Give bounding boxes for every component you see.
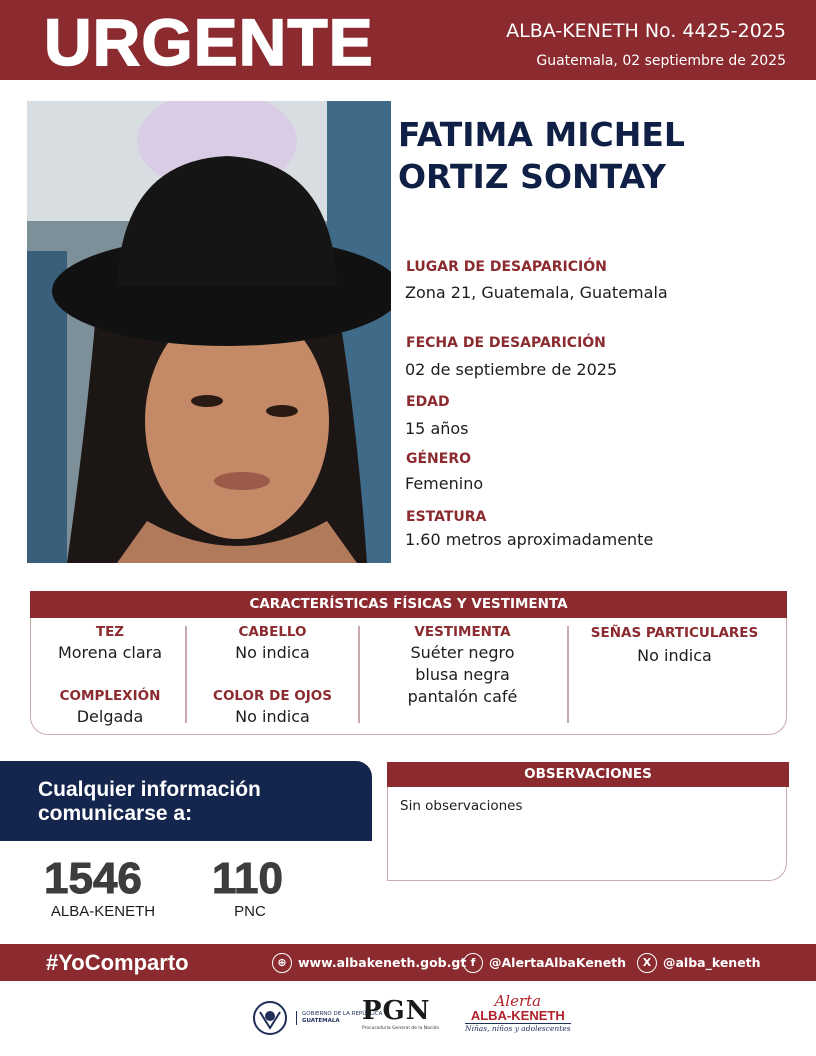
cabello-value: No indica [235,643,310,662]
estatura-value: 1.60 metros aproximadamente [405,530,654,549]
x-text: @alba_keneth [663,955,761,970]
missing-person-photo [27,101,391,563]
fecha-label: FECHA DE DESAPARICIÓN [406,335,606,351]
facebook-icon: f [463,953,483,973]
genero-label: GÉNERO [406,451,472,467]
vestimenta-label: VESTIMENTA [414,624,511,640]
complexion-value: Delgada [76,707,144,726]
complexion-label: COMPLEXIÓN [59,688,161,704]
senas-value: No indica [637,646,712,665]
contact-line1: Cualquier información [38,778,261,801]
genero-value: Femenino [405,474,484,493]
alert-date: Guatemala, 02 septiembre de 2025 [536,53,786,69]
x-icon: X [637,953,657,973]
vestimenta-line: blusa negra [415,665,510,684]
edad-value: 15 años [405,419,469,438]
phone-pnc-label: PNC [234,903,266,920]
characteristics-title: CARACTERÍSTICAS FÍSICAS Y VESTIMENTA [30,591,787,618]
contact-line2: comunicarse a: [38,802,193,825]
phone-alba-keneth: 1546 [44,854,142,903]
tez-value: Morena clara [57,643,163,662]
facebook-text: @AlertaAlbaKeneth [489,955,627,970]
guatemala-emblem-icon [250,998,290,1038]
ojos-label: COLOR DE OJOS [213,688,332,704]
globe-icon: ⊕ [272,953,292,973]
observations-title: OBSERVACIONES [387,762,789,787]
alert-number: ALBA-KENETH No. 4425-2025 [506,20,786,42]
person-name-line1: FATIMA MICHEL [398,115,685,154]
lugar-label: LUGAR DE DESAPARICIÓN [406,259,607,275]
ak-top: Alerta [494,992,542,1010]
contact-text [38,778,358,826]
fecha-value: 02 de septiembre de 2025 [405,360,618,379]
lugar-value: Zona 21, Guatemala, Guatemala [405,283,668,302]
cabello-label: CABELLO [238,624,307,640]
facebook-link[interactable] [463,944,626,981]
person-name-line2: ORTIZ SONTAY [398,157,666,196]
urgent-title: URGENTE [44,5,374,79]
alerta-alba-keneth-logo [465,993,571,1033]
column-divider [185,626,187,723]
estatura-label: ESTATURA [406,509,487,525]
observations-text: Sin observaciones [400,798,523,814]
phone-pnc: 110 [212,854,283,903]
ak-sub: Niñas, niños y adolescentes [465,1024,571,1033]
senas-label: SEÑAS PARTICULARES [590,625,759,641]
column-divider [358,626,360,723]
website-link[interactable] [272,944,466,981]
website-text: www.albakeneth.gob.gt [298,955,467,970]
hashtag: #YoComparto [46,950,189,975]
vestimenta-value [365,642,560,708]
column-divider [567,626,569,723]
vestimenta-line: pantalón café [407,687,518,706]
ak-mid: ALBA-KENETH [465,1009,571,1024]
gov-line2: GUATEMALA [302,1018,340,1024]
gov-line1: GOBIERNO DE LA REPÚBLICA [302,1011,383,1017]
ojos-value: No indica [235,707,310,726]
x-link[interactable] [637,944,761,981]
pgn-subtitle: Procuraduría General de la Nación [362,1026,440,1031]
pgn-text: PGN [362,996,431,1026]
tez-label: TEZ [95,624,125,640]
vestimenta-line: Suéter negro [410,643,515,662]
logos-row [0,990,816,1050]
pgn-logo [362,996,439,1031]
edad-label: EDAD [406,394,450,410]
phone-alba-keneth-label: ALBA-KENETH [50,903,156,920]
person-name [398,114,798,198]
